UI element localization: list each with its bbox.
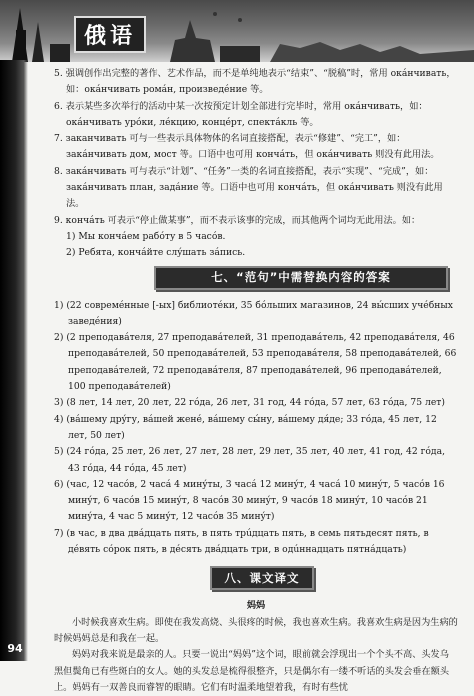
answer-6: 6) (час, 12 часóв, 2 часá 4 минýты, 3 часá 12 минýт, 4 часá 10 минýт, 5 часóв 16 минýт, 6 часóв 15 минýт, 8 часóв 30 минýт, 9 часóв 18 минýт, 10 часóв 21 минýта, 4 час 5 минýт, 12 часóв 35 минýт) bbox=[54, 478, 445, 523]
passage-paragraph: 小时候我喜欢生病。即使在我发高烧、头很疼的时候，我也喜欢生病。我喜欢生病是因为生病的时候妈妈总是和我在一起。 bbox=[54, 616, 458, 644]
answer-2: 2) (2 преподавáтеля, 27 преподавáтелей, 31 преподавáтель, 42 преподавáтеля, 46 преподавáтелей, 50 преподавáтелей, 53 преподавáтеля, 58 преподавáтелей, 66 преподавáтелей, 72 преподавáтеля, 87 преподавáтелей, 96 преподавáтелей, 100 преподавáтелей) bbox=[54, 332, 457, 393]
left-margin-bar bbox=[0, 60, 28, 661]
example-1: 1) Мы кончáем рабóту в 5 часóв. bbox=[66, 230, 226, 242]
page-content bbox=[54, 66, 458, 696]
section-7-heading: 七、“范句”中需替换内容的答案 bbox=[154, 266, 448, 290]
section-8-heading: 八、课文译文 bbox=[210, 566, 314, 590]
note-item-6: 6. 表示某些多次举行的活动中某一次按预定计划全部进行完毕时，常用 окáнчивать，如：окáнчивать урóки, лéкцию, концéрт, спектáкль 等。 bbox=[54, 100, 428, 128]
note-item-8: 8. закáнчивать 可与表示“计划”、“任务”一类的名词直接搭配，表示“实现”、“完成”，如：закáнчивать план, задáние 等。口语中也可用 кончáть，但 окáнчивать 则没有此用法。 bbox=[54, 165, 443, 210]
answer-4: 4) (вáшему дрýгу, вáшей женé, вáшему сы́ну, вáшему дя́де; 33 гóда, 45 лет, 12 лет, 50 лет) bbox=[54, 413, 437, 441]
city-skyline-graphic bbox=[0, 0, 474, 62]
passage-title: 妈妈 bbox=[246, 600, 266, 612]
book-title-badge: 俄语 bbox=[74, 16, 146, 53]
passage-paragraph: 妈妈对我来说是最亲的人。只要一说出“妈妈”这个词，眼前就会浮现出一个个头不高、头发乌黑但鬓角已有些斑白的女人。她的头发总是梳得很整齐，只是偶尔有一缕不听话的头发会垂在额头上。妈妈有一双善良而睿智的眼睛。它们有时温柔地望着我，有时有些忧 bbox=[54, 649, 450, 693]
note-item-7: 7. заканчивать 可与一些表示具体物体的名词直接搭配，表示“修建”、“完工”，如：закáнчивать дом, мост 等。口语中也可用 кончáть，但 окáнчивать 则没有此用法。 bbox=[54, 133, 440, 161]
note-item-9: 9. кончáть 可表示“停止做某事”，而不表示该事的完成，而其他两个词均无此用法。如： bbox=[54, 214, 421, 226]
answer-1: 1) (22 совремéнные [-ых] библиотéки, 35 бóльших магазинов, 24 вы́сших учéбных заведéния) bbox=[54, 299, 453, 327]
page-number: 94 bbox=[7, 642, 23, 655]
answer-3: 3) (8 лет, 14 лет, 20 лет, 22 гóда, 26 лет, 31 год, 44 гóда, 57 лет, 63 гóда, 75 лет) bbox=[54, 397, 445, 409]
page-header bbox=[0, 0, 474, 62]
answer-5: 5) (24 гóда, 25 лет, 26 лет, 27 лет, 28 лет, 29 лет, 35 лет, 40 лет, 41 год, 42 гóда, 43 гóда, 44 гóда, 45 лет) bbox=[54, 446, 445, 474]
answer-7: 7) (в час, в два двáдцать пять, в пять трúдцать пять, в семь пятьдесят пять, в дéвять сóрок пять, в дéсять двáдцать три, в одúннадцать пятнáдцать) bbox=[54, 527, 429, 556]
note-item-5: 5. 强调创作出完整的著作、艺术作品，而不是单纯地表示“结束”、“脱稿”时，常用 окáнчивать，如：окáнчивать ромáн, произведéние 等。 bbox=[54, 68, 456, 96]
example-2: 2) Ребята, кончáйте слýшать зáпись. bbox=[66, 247, 246, 259]
